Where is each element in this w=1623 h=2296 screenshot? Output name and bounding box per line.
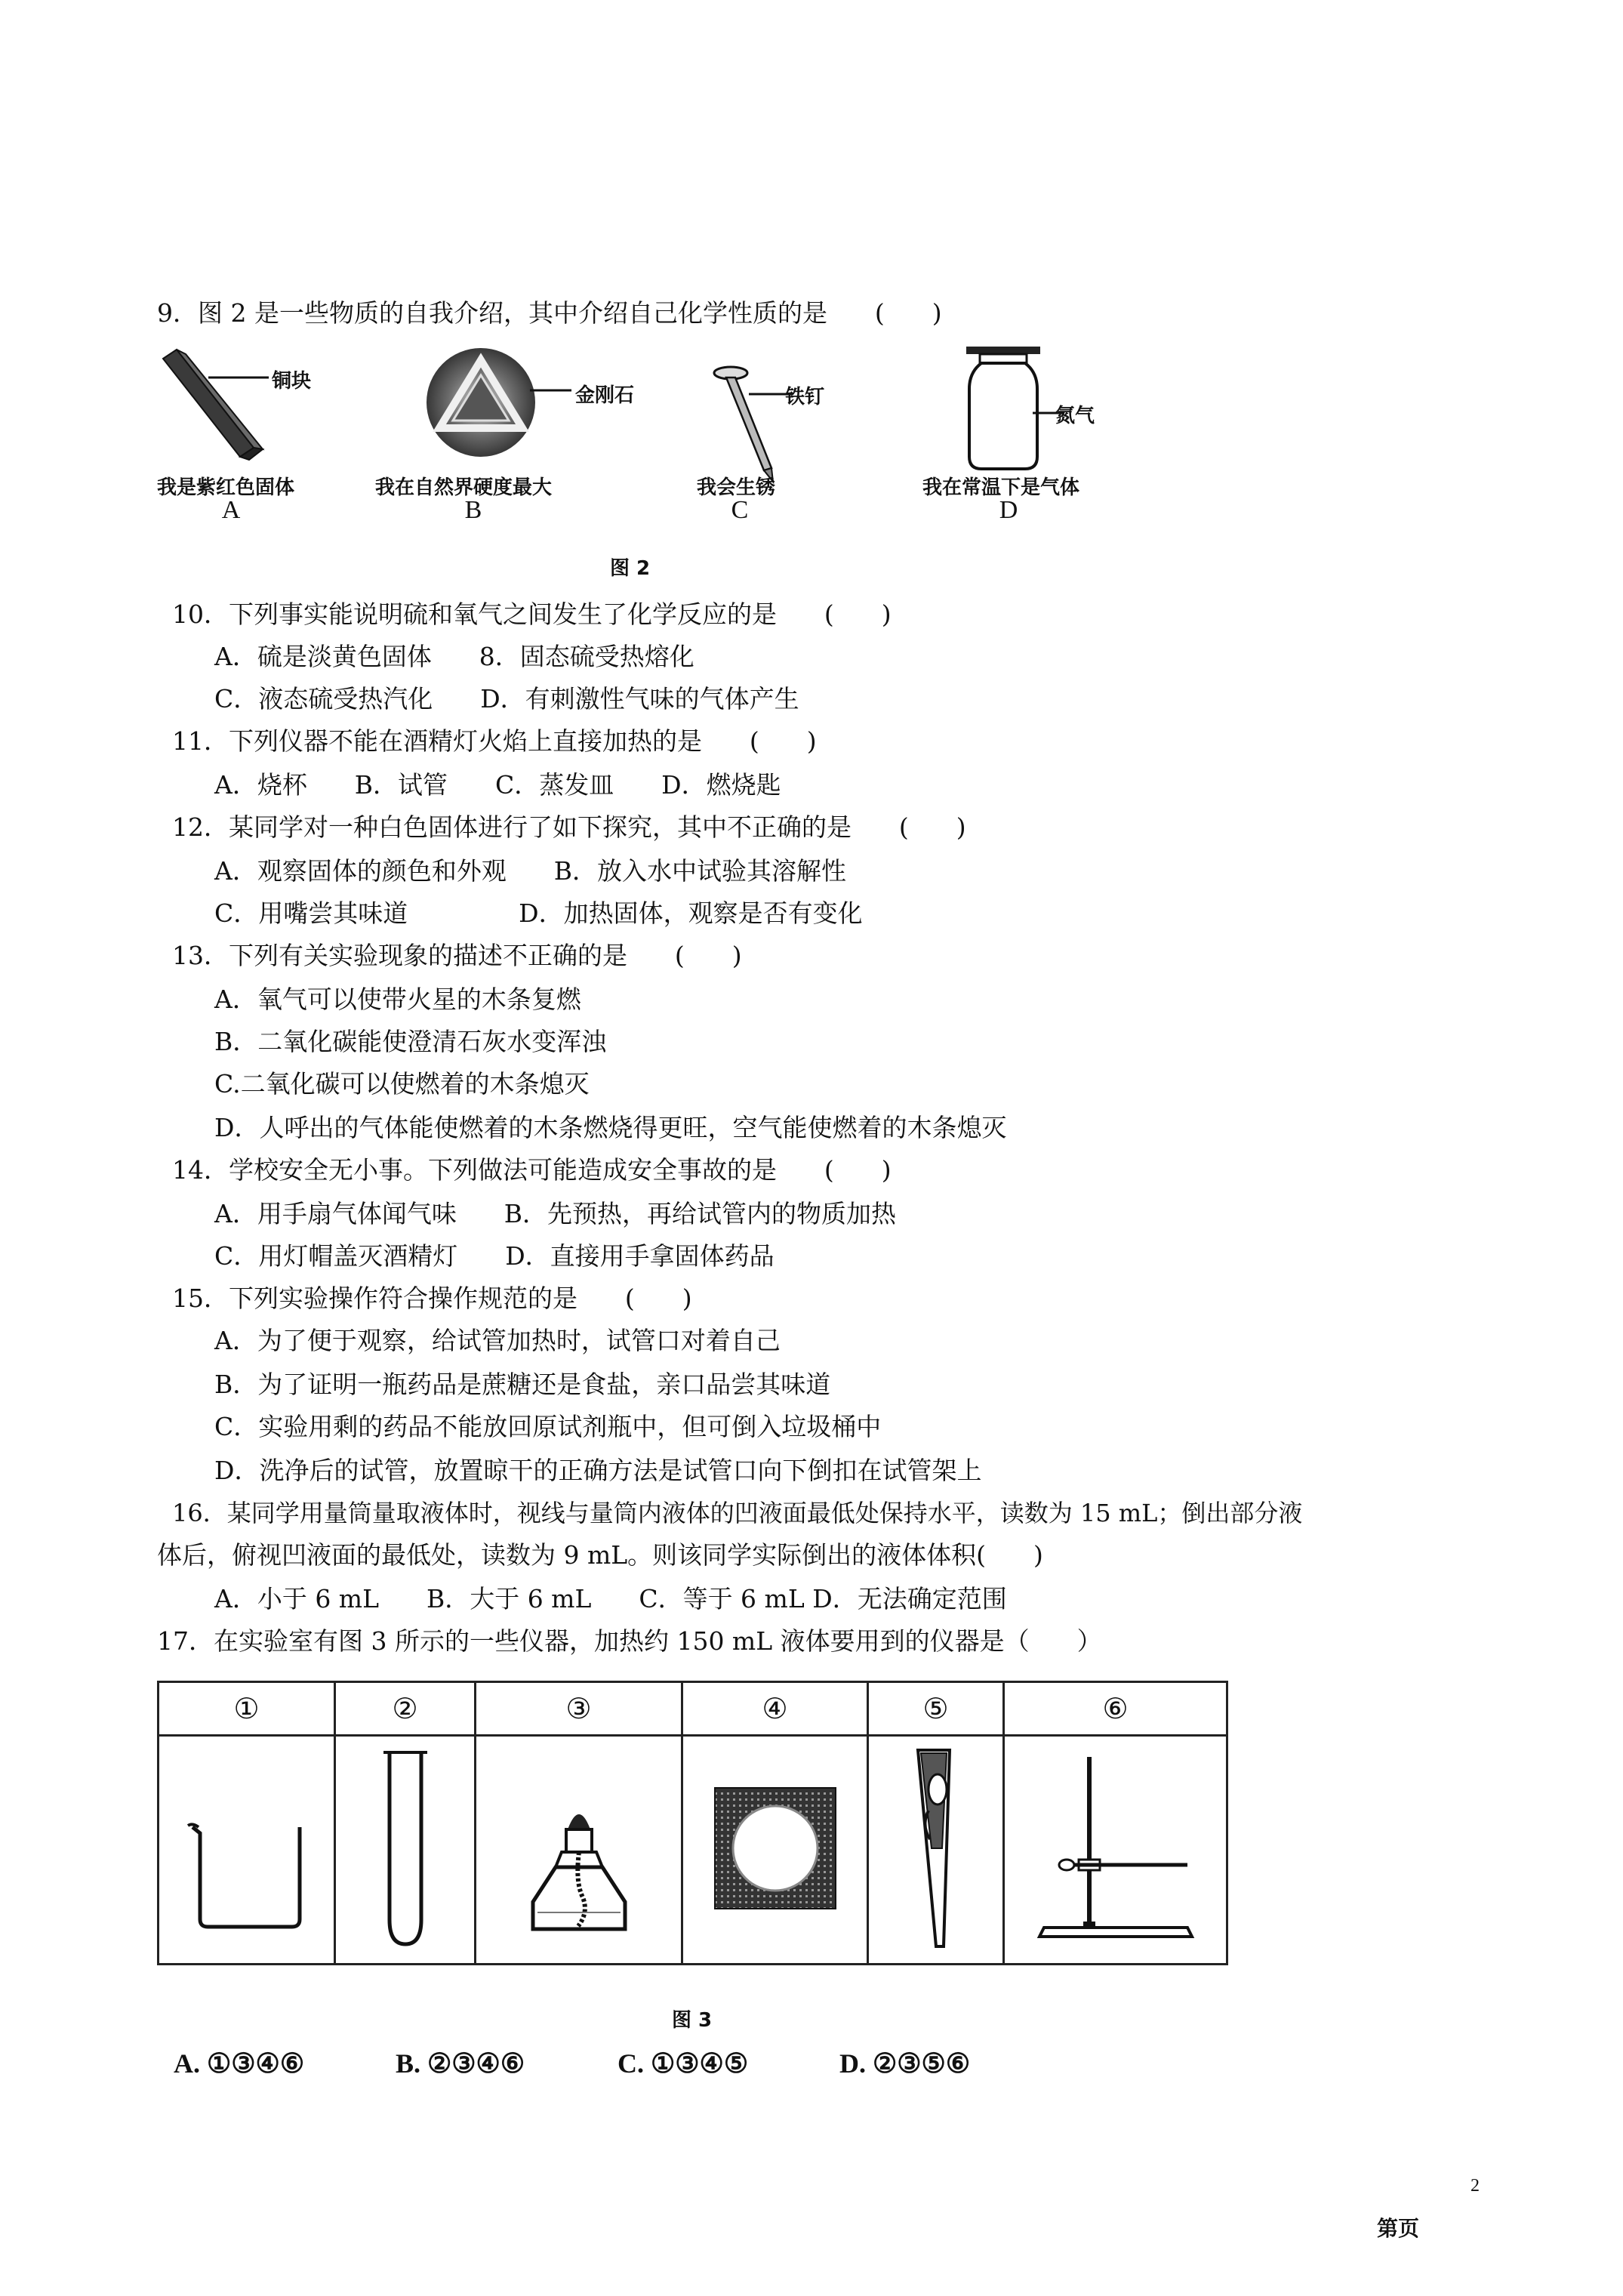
instrument-header-1: ①	[159, 1682, 335, 1736]
question-13-option-line: D．人呼出的气体能使燃着的木条燃烧得更旺，空气能使燃着的木条熄灭	[214, 1113, 1007, 1142]
diamond-illustration	[417, 344, 583, 464]
figure-2-letter-d: D	[999, 496, 1018, 524]
question-16-options: A．小于 6 mL B．大于 6 mL C．等于 6 mL D．无法确定范围	[214, 1584, 1007, 1613]
iron-stand-cell	[1004, 1736, 1227, 1965]
question-12-option-line: C．用嘴尝其味道 D．加热固体，观察是否有变化	[214, 898, 863, 928]
question-13-option-line: B．二氧化碳能使澄清石灰水变浑浊	[214, 1027, 607, 1056]
question-10-stem: 10．下列事实能说明硫和氧气之间发生了化学反应的是 ( )	[172, 599, 892, 629]
question-11-option-line: A．烧杯 B．试管 C．蒸发皿 D．燃烧匙	[214, 770, 781, 800]
question-17-stem: 17．在实验室有图 3 所示的一些仪器，加热约 150 mL 液体要用到的仪器是（ ）	[157, 1626, 1102, 1656]
figure-2-letter-b: B	[464, 496, 482, 524]
figure-2-tag-d: 氮气	[1055, 405, 1095, 427]
instrument-header-4: ④	[682, 1682, 868, 1736]
answer-option-b: B. ②③④⑥	[396, 2048, 525, 2079]
test-tube-illustration	[364, 1746, 447, 1950]
beaker-cell	[159, 1736, 335, 1965]
wire-gauze-illustration	[707, 1773, 843, 1924]
question-12-option-line: A．观察固体的颜色和外观 B．放入水中试验其溶解性	[214, 856, 847, 886]
beaker-illustration	[171, 1758, 322, 1939]
answer-option-d: D. ②③⑤⑥	[839, 2048, 971, 2079]
figure-2-caption-c: 我会生锈	[697, 476, 776, 499]
question-14-option-line: C．用灯帽盖灭酒精灯 D．直接用手拿固体药品	[214, 1241, 775, 1271]
question-9-stem: 9．图 2 是一些物质的自我介绍，其中介绍自己化学性质的是 ( )	[157, 298, 942, 328]
question-15-option-line: D．洗净后的试管，放置晾干的正确方法是试管口向下倒扣在试管架上	[214, 1456, 982, 1485]
question-12-stem: 12．某同学对一种白色固体进行了如下探究，其中不正确的是 ( )	[172, 812, 966, 842]
page-number: 2	[1471, 2176, 1480, 2196]
figure-2-letter-a: A	[221, 496, 241, 524]
figure-2-tag-a: 铜块	[272, 370, 312, 393]
question-16-stem-line-1: 16．某同学用量筒量取液体时，视线与量筒内液体的凹液面最低处保持水平，读数为 15 mL；倒出部分液	[172, 1499, 1303, 1527]
instrument-header-2: ②	[335, 1682, 476, 1736]
copper-block-illustration	[156, 344, 306, 464]
question-15-option-line: C．实验用剩的药品不能放回原试剂瓶中，但可倒入垃圾桶中	[214, 1412, 882, 1441]
question-14-stem: 14．学校安全无小事。下列做法可能造成安全事故的是 ( )	[172, 1155, 892, 1185]
gauze-cell	[682, 1736, 868, 1965]
iron-stand-illustration	[1029, 1746, 1203, 1950]
figure-3-instrument-table	[157, 1681, 1228, 1965]
figure-2-caption-d: 我在常温下是气体	[922, 476, 1080, 499]
question-10-option-line: C．液态硫受热汽化 D．有刺激性气味的气体产生	[214, 684, 799, 713]
alcohol-lamp-illustration	[515, 1754, 643, 1943]
question-10-option-line: A．硫是淡黄色固体 8．固态硫受热熔化	[214, 642, 694, 671]
figure-2-caption-a: 我是紫红色固体	[157, 476, 295, 499]
figure-3-label: 图 3	[672, 2009, 713, 2032]
figure-2-label: 图 2	[610, 557, 651, 580]
figure-2-tag-b: 金刚石	[575, 384, 635, 407]
question-13-option-line: A．氧气可以使带火星的木条复燃	[214, 985, 581, 1014]
test-tube-clamp-cell	[868, 1736, 1004, 1965]
question-15-stem: 15．下列实验操作符合操作规范的是 ( )	[172, 1284, 692, 1313]
figure-2-tag-c: 铁钉	[785, 386, 825, 408]
instrument-header-3: ③	[476, 1682, 682, 1736]
page-footer-label: 第页	[1377, 2216, 1420, 2241]
test-tube-clamp-illustration	[891, 1743, 981, 1954]
test-tube-cell	[335, 1736, 476, 1965]
answer-option-a: A. ①③④⑥	[174, 2048, 305, 2079]
question-13-stem: 13．下列有关实验现象的描述不正确的是 ( )	[172, 941, 742, 970]
question-15-option-line: B．为了证明一瓶药品是蔗糖还是食盐，亲口品尝其味道	[214, 1370, 831, 1399]
question-15-option-line: A．为了便于观察，给试管加热时，试管口对着自己	[214, 1326, 781, 1355]
figure-2-letter-c: C	[731, 496, 749, 524]
question-11-stem: 11．下列仪器不能在酒精灯火焰上直接加热的是 ( )	[172, 726, 817, 756]
question-14-option-line: A．用手扇气体闻气味 B．先预热，再给试管内的物质加热	[214, 1199, 897, 1228]
answer-option-c: C. ①③④⑤	[617, 2048, 749, 2079]
figure-2-caption-b: 我在自然界硬度最大	[375, 476, 553, 499]
question-16-stem-line-2: 体后，俯视凹液面的最低处，读数为 9 mL。则该同学实际倒出的液体体积( )	[157, 1540, 1043, 1570]
instrument-header-5: ⑤	[868, 1682, 1004, 1736]
instrument-header-6: ⑥	[1004, 1682, 1227, 1736]
question-13-option-line: C.二氧化碳可以使燃着的木条熄灭	[214, 1069, 590, 1099]
alcohol-lamp-cell	[476, 1736, 682, 1965]
